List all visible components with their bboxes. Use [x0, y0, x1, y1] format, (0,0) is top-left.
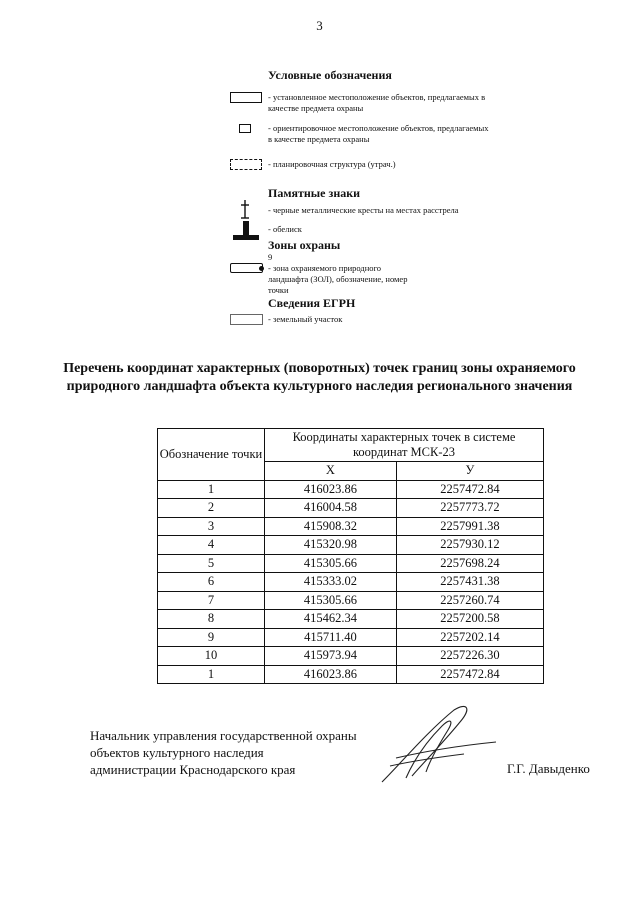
- table-row: [158, 647, 544, 666]
- coordinates-table: [157, 428, 544, 684]
- signatory-line-2: объектов культурного наследия: [90, 745, 264, 760]
- cell-x: 415908.32: [265, 517, 397, 536]
- memorial-title: Памятные знаки: [268, 186, 361, 200]
- table-row: [158, 610, 544, 629]
- cell-point: 10: [158, 647, 265, 666]
- cell-y: 2257226.30: [396, 647, 543, 666]
- solid-rect-icon: [230, 92, 262, 103]
- cell-y: 2257202.14: [396, 628, 543, 647]
- legend-item-established: - установленное местоположение объектов, предлагаемых в качестве предмета охраны: [268, 92, 486, 113]
- legend-title: Условные обозначения: [268, 68, 392, 82]
- legend-item-land-plot: - земельный участок: [268, 314, 343, 324]
- cell-x: 415333.02: [265, 573, 397, 592]
- zone-point-number: 9: [268, 252, 273, 262]
- table-row: [158, 499, 544, 518]
- cell-x: 415305.66: [265, 591, 397, 610]
- cell-x: 415973.94: [265, 647, 397, 666]
- cell-x: 415462.34: [265, 610, 397, 629]
- cell-x: 416004.58: [265, 499, 397, 518]
- legend-item-approximate: - ориентировочное местоположение объектов, предлагаемых в качестве предмета охраны: [268, 123, 489, 144]
- cross-icon: [238, 199, 252, 219]
- cell-point: 6: [158, 573, 265, 592]
- header-point: Обозначение точки: [158, 429, 265, 481]
- cell-x: 416023.86: [265, 665, 397, 684]
- cell-x: 415711.40: [265, 628, 397, 647]
- egrn-title: Сведения ЕГРН: [268, 296, 356, 310]
- table-row: [158, 480, 544, 499]
- small-solid-rect-icon: [239, 124, 251, 133]
- table-row: [158, 536, 544, 555]
- legend-item-zone: - зона охраняемого природного ландшафта (ЗОЛ), обозначение, номер точки: [268, 263, 408, 295]
- cell-point: 5: [158, 554, 265, 573]
- table-row: [158, 665, 544, 684]
- cell-x: 415320.98: [265, 536, 397, 555]
- obelisk-icon: [231, 220, 261, 242]
- cell-x: 415305.66: [265, 554, 397, 573]
- document-heading: Перечень координат характерных (поворотных) точек границ зоны охраняемого природного ландшафта объекта культурного наследия регионального значения: [63, 361, 576, 394]
- land-plot-rect-icon: [230, 314, 263, 325]
- cell-point: 1: [158, 480, 265, 499]
- table-row: [158, 591, 544, 610]
- signatory-name: Г.Г. Давыденко: [507, 761, 590, 776]
- table-row: [158, 573, 544, 592]
- cell-y: 2257472.84: [396, 480, 543, 499]
- cell-point: 3: [158, 517, 265, 536]
- header-y: У: [396, 462, 543, 481]
- cell-y: 2257200.58: [396, 610, 543, 629]
- dashed-rect-icon: [230, 159, 262, 170]
- cell-y: 2257472.84: [396, 665, 543, 684]
- signatory-line-1: Начальник управления государственной охраны: [90, 728, 357, 743]
- header-x: X: [265, 462, 397, 481]
- cell-y: 2257431.38: [396, 573, 543, 592]
- table-row: [158, 628, 544, 647]
- cell-y: 2257991.38: [396, 517, 543, 536]
- cell-y: 2257698.24: [396, 554, 543, 573]
- legend-item-crosses: - черные металлические кресты на местах расстрела: [268, 205, 459, 215]
- signature-image: [372, 702, 500, 790]
- cell-point: 2: [158, 499, 265, 518]
- header-coordinates: Координаты характерных точек в системе координат МСК-23: [265, 429, 544, 462]
- table-row: [158, 517, 544, 536]
- cell-point: 1: [158, 665, 265, 684]
- signatory-title: [90, 727, 357, 778]
- cell-y: 2257773.72: [396, 499, 543, 518]
- signatory-line-3: администрации Краснодарского края: [90, 762, 296, 777]
- cell-y: 2257260.74: [396, 591, 543, 610]
- point-dot-icon: [259, 266, 264, 271]
- cell-point: 4: [158, 536, 265, 555]
- legend-item-obelisk: - обелиск: [268, 224, 302, 234]
- cell-point: 9: [158, 628, 265, 647]
- legend-item-planning: - планировочная структура (утрач.): [268, 159, 396, 169]
- table-row: [158, 554, 544, 573]
- page-number: 3: [316, 18, 323, 33]
- cell-point: 8: [158, 610, 265, 629]
- cell-y: 2257930.12: [396, 536, 543, 555]
- zones-title: Зоны охраны: [268, 238, 341, 252]
- cell-x: 416023.86: [265, 480, 397, 499]
- cell-point: 7: [158, 591, 265, 610]
